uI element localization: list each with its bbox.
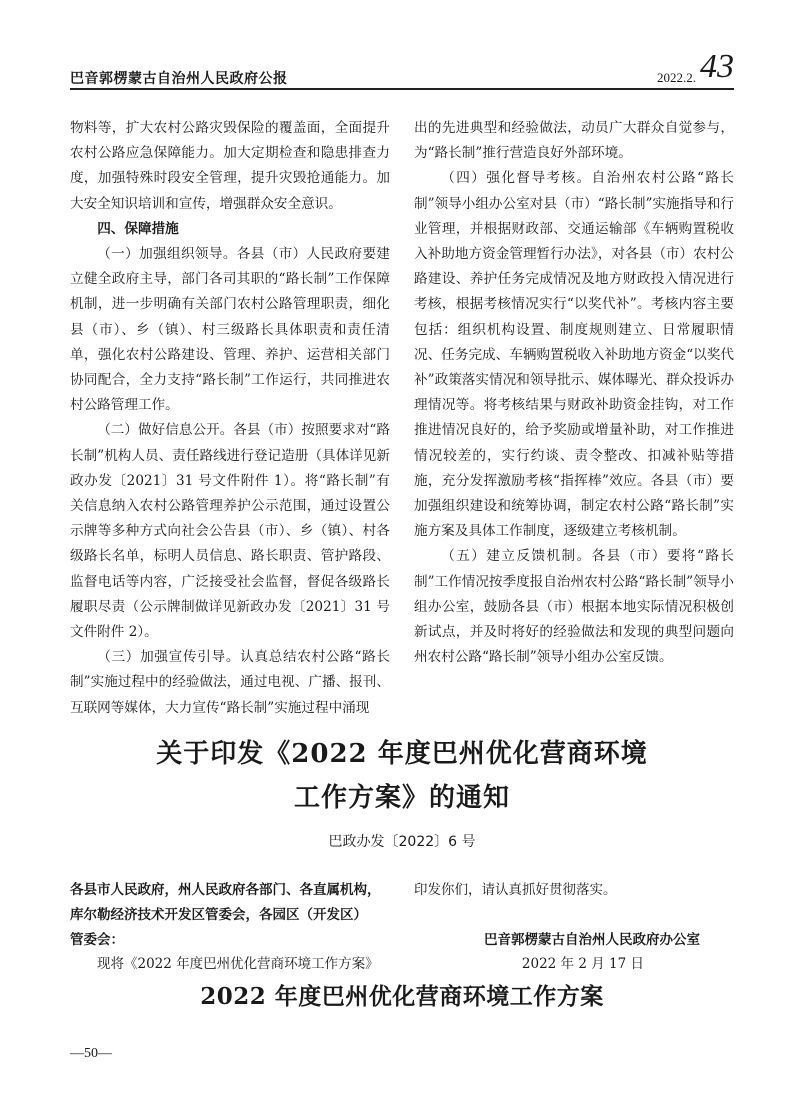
notice-body-end: 印发你们，请认真抓好贯彻落实。	[414, 882, 617, 898]
notice-date: 2022 年 2 月 17 日	[521, 956, 644, 972]
paragraph: （五）建立反馈机制。各县（市）要将“路长制”工作情况按季度报自治州农村公路“路长制”领导小组办公室，鼓励各县（市）根据本地实际情况积极创新试点，并及时将好的经验做法和发现的典型问题向州农村公路“路长制”领导小组办公室反馈。	[414, 548, 734, 666]
paragraph: （二）做好信息公开。各县（市）按照要求对“路长制”机构人员、责任路线进行登记造册（具体详见新政办发〔2021〕31 号文件附件 1）。将“路长制”有关信息纳入农村公路管理养护公示范围，通过设置公示牌等多种方式向社会公告县（市）、乡（镇）、村各级路长名单，标明人员信息、路长职责、管护路段、监督电话等内容，广泛接受社会监督，督促各级路长履职尽责（公示牌制做详见新政办发〔2021〕31 号文件附件 2）。	[70, 422, 390, 641]
page-header	[70, 50, 734, 86]
addressee-line: 各县市人民政府，州人民政府各部门、各直属机构，	[70, 882, 381, 898]
paragraph: （一）加强组织领导。各县（市）人民政府要建立健全政府主导，部门各司其职的“路长制”工作保障机制，进一步明确有关部门农村公路管理职责，细化县（市）、乡（镇）、村三级路长具体职责和责任清单，强化农村公路建设、管理、养护、运营相关部门协同配合，全力支持“路长制”工作运行，共同推进农村公路管理工作。	[70, 246, 390, 414]
paragraph: （三）加强宣传引导。认真总结农村公路“路长制”实施过程中的经验做法，通过电视、广播、报刊、互联网等媒体，大力宣传“路长制”实施过程中涌现	[70, 649, 390, 716]
right-column	[414, 116, 734, 670]
addressee-block	[70, 878, 390, 953]
page-footer-number: —50—	[70, 1046, 112, 1061]
header-divider	[70, 88, 734, 90]
header-page-number: 43	[700, 48, 734, 85]
notice-title-line2: 工作方案》的通知	[293, 783, 510, 813]
paragraph: （四）强化督导考核。自治州农村公路“路长制”领导小组办公室对县（市）“路长制”实施指导和行业管理，并根据财政部、交通运输部《车辆购置税收入补助地方资金管理暂行办法》，对各县（市）农村公路建设、养护任务完成情况及地方财政投入情况进行考核，根据考核情况实行“以奖代补”。考核内容主要包括：组织机构设置、制度规则建立、日常履职情况、任务完成、车辆购置税收入补助地方资金“以奖代补”政策落实情况和领导批示、媒体曝光、群众投诉办理情况等。将考核结果与财政补助资金挂钩，对工作推进情况良好的，给予奖励或增量补助，对工作推进情况较差的，实行约谈、责令整改、扣减补贴等措施，充分发挥激励考核“指挥棒”效应。各县（市）要加强组织建设和统筹协调，制定农村公路“路长制”实施方案及具体工作制度，逐级建立考核机制。	[414, 170, 734, 540]
issuing-office: 巴音郭楞蒙古自治州人民政府办公室	[484, 932, 700, 948]
publication-title: 巴音郭楞蒙古自治州人民政府公报	[70, 71, 288, 87]
left-column	[70, 116, 390, 721]
notice-title-line1: 关于印发《2022 年度巴州优化营商环境	[156, 739, 648, 769]
plan-title: 2022 年度巴州优化营商环境工作方案	[200, 983, 604, 1010]
notice-body-start: 现将《2022 年度巴州优化营商环境工作方案》	[97, 956, 379, 972]
paragraph: 物料等，扩大农村公路灾毁保险的覆盖面，全面提升农村公路应急保障能力。加大定期检查和隐患排查力度，加强特殊时段安全管理，提升灾毁抢通能力。加大安全知识培训和宣传，增强群众安全意识。	[70, 120, 390, 212]
issue-date-label: 2022.2.	[657, 70, 696, 85]
document-number: 巴政办发〔2022〕6 号	[328, 834, 476, 850]
addressee-line: 库尔勒经济技术开发区管委会，各园区（开发区）	[70, 907, 367, 923]
addressee-line: 管委会：	[70, 932, 124, 948]
section-heading: 四、保障措施	[97, 220, 179, 237]
paragraph: 出的先进典型和经验做法，动员广大群众自觉参与，为“路长制”推行营造良好外部环境。	[414, 120, 734, 162]
